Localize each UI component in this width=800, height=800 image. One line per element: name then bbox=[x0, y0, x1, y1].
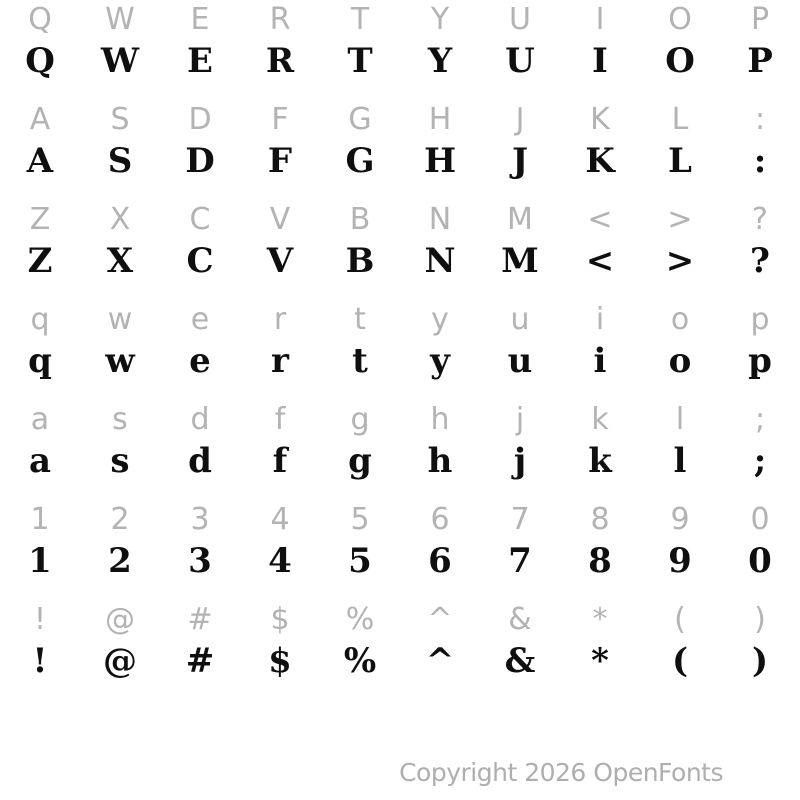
ink-glyph: J bbox=[511, 141, 529, 181]
ink-glyph: r bbox=[271, 341, 289, 381]
ink-glyph: l bbox=[673, 441, 687, 481]
ink-glyph: % bbox=[343, 641, 377, 681]
ink-glyph: O bbox=[665, 41, 695, 81]
ghost-glyph: R bbox=[269, 2, 291, 37]
glyph-row bbox=[0, 300, 800, 400]
ghost-glyph: Y bbox=[430, 2, 450, 37]
ink-glyph: > bbox=[665, 241, 695, 281]
ink-glyph: A bbox=[26, 141, 54, 181]
ink-glyph: a bbox=[28, 441, 52, 481]
ghost-glyph: 0 bbox=[750, 502, 770, 537]
ghost-glyph: 2 bbox=[110, 502, 130, 537]
ink-glyph: C bbox=[186, 241, 214, 281]
ink-glyph: : bbox=[753, 141, 767, 181]
ghost-glyph: i bbox=[595, 302, 605, 337]
ink-glyph: S bbox=[107, 141, 133, 181]
ghost-glyph: I bbox=[595, 2, 605, 37]
ink-glyph: h bbox=[427, 441, 453, 481]
ghost-glyph: P bbox=[750, 2, 770, 37]
ghost-glyph: q bbox=[30, 302, 50, 337]
ink-glyph: H bbox=[423, 141, 457, 181]
ink-glyph: e bbox=[189, 341, 211, 381]
copyright-watermark: Copyright 2026 OpenFonts bbox=[399, 758, 723, 787]
ghost-glyph: % bbox=[345, 602, 375, 637]
ink-glyph: & bbox=[504, 641, 536, 681]
ink-glyph: 1 bbox=[28, 541, 52, 581]
ghost-glyph: t bbox=[354, 302, 366, 337]
ink-glyph: t bbox=[352, 341, 368, 381]
ink-glyph: 9 bbox=[668, 541, 692, 581]
ink-line bbox=[0, 537, 800, 585]
ghost-glyph: h bbox=[430, 402, 450, 437]
ink-glyph: k bbox=[588, 441, 612, 481]
ghost-glyph: e bbox=[190, 302, 210, 337]
ghost-glyph: X bbox=[109, 202, 131, 237]
ghost-glyph: @ bbox=[105, 602, 135, 637]
ghost-glyph: p bbox=[750, 302, 770, 337]
ink-glyph: F bbox=[267, 141, 293, 181]
ghost-glyph: K bbox=[590, 102, 610, 137]
ghost-line bbox=[0, 600, 800, 640]
ink-line bbox=[0, 237, 800, 285]
ink-glyph: s bbox=[110, 441, 130, 481]
ghost-glyph: Z bbox=[29, 202, 51, 237]
ghost-glyph: * bbox=[592, 602, 608, 637]
ghost-glyph: ! bbox=[33, 602, 47, 637]
ghost-line bbox=[0, 100, 800, 140]
ghost-glyph: # bbox=[187, 602, 213, 637]
ink-line bbox=[0, 137, 800, 185]
ink-glyph: w bbox=[105, 341, 135, 381]
ghost-glyph: ( bbox=[674, 602, 686, 637]
ink-glyph: * bbox=[591, 641, 609, 681]
ink-glyph: Y bbox=[427, 41, 453, 81]
ghost-glyph: 6 bbox=[430, 502, 450, 537]
ghost-glyph: ? bbox=[752, 202, 768, 237]
ghost-glyph: C bbox=[189, 202, 211, 237]
ink-line bbox=[0, 637, 800, 685]
ghost-glyph: 8 bbox=[590, 502, 610, 537]
ghost-glyph: T bbox=[350, 2, 370, 37]
ink-glyph: L bbox=[668, 141, 692, 181]
ink-glyph: 4 bbox=[268, 541, 292, 581]
ghost-glyph: f bbox=[274, 402, 286, 437]
ghost-glyph: F bbox=[271, 102, 289, 137]
glyph-row bbox=[0, 400, 800, 500]
ghost-glyph: o bbox=[670, 302, 690, 337]
ink-glyph: U bbox=[505, 41, 535, 81]
ink-glyph: ; bbox=[753, 441, 767, 481]
ink-glyph: Z bbox=[27, 241, 53, 281]
ink-glyph: 6 bbox=[428, 541, 452, 581]
ink-glyph: K bbox=[585, 141, 615, 181]
ghost-glyph: A bbox=[29, 102, 51, 137]
ghost-glyph: l bbox=[675, 402, 685, 437]
ink-glyph: 0 bbox=[748, 541, 772, 581]
ghost-glyph: L bbox=[671, 102, 689, 137]
ghost-glyph: G bbox=[348, 102, 372, 137]
ghost-glyph: $ bbox=[270, 602, 290, 637]
ghost-glyph: j bbox=[515, 402, 525, 437]
glyph-row bbox=[0, 0, 800, 100]
ink-glyph: W bbox=[100, 41, 140, 81]
ghost-glyph: 4 bbox=[270, 502, 290, 537]
ink-glyph: ( bbox=[671, 641, 689, 681]
ghost-glyph: D bbox=[188, 102, 212, 137]
ghost-glyph: ^ bbox=[427, 602, 453, 637]
ink-glyph: D bbox=[185, 141, 215, 181]
ghost-glyph: 9 bbox=[670, 502, 690, 537]
ink-glyph: < bbox=[585, 241, 615, 281]
ink-glyph: ) bbox=[751, 641, 769, 681]
ghost-glyph: y bbox=[431, 302, 449, 337]
ghost-glyph: 7 bbox=[510, 502, 530, 537]
ink-glyph: M bbox=[501, 241, 539, 281]
ghost-glyph: B bbox=[349, 202, 371, 237]
ink-glyph: q bbox=[28, 341, 52, 381]
ghost-glyph: d bbox=[190, 402, 210, 437]
ghost-line bbox=[0, 0, 800, 40]
ink-glyph: 3 bbox=[188, 541, 212, 581]
ghost-glyph: & bbox=[508, 602, 532, 637]
ink-glyph: ! bbox=[32, 641, 48, 681]
ink-glyph: f bbox=[272, 441, 288, 481]
ghost-line bbox=[0, 300, 800, 340]
ghost-glyph: 5 bbox=[350, 502, 370, 537]
ghost-glyph: W bbox=[105, 2, 135, 37]
ghost-glyph: Q bbox=[28, 2, 52, 37]
ink-glyph: y bbox=[430, 341, 450, 381]
ink-glyph: Q bbox=[25, 41, 55, 81]
ink-glyph: R bbox=[265, 41, 295, 81]
ghost-glyph: ) bbox=[754, 602, 766, 637]
ink-glyph: 5 bbox=[348, 541, 372, 581]
ghost-line bbox=[0, 200, 800, 240]
glyph-row bbox=[0, 200, 800, 300]
ghost-glyph: 3 bbox=[190, 502, 210, 537]
ink-glyph: X bbox=[106, 241, 134, 281]
ink-glyph: @ bbox=[103, 641, 137, 681]
ink-glyph: V bbox=[266, 241, 294, 281]
ink-glyph: g bbox=[348, 441, 372, 481]
ink-glyph: j bbox=[513, 441, 527, 481]
ghost-glyph: N bbox=[428, 202, 452, 237]
ghost-glyph: g bbox=[350, 402, 370, 437]
ghost-glyph: r bbox=[273, 302, 287, 337]
ghost-glyph: a bbox=[30, 402, 50, 437]
ghost-glyph: u bbox=[510, 302, 530, 337]
ghost-glyph: s bbox=[112, 402, 128, 437]
ghost-glyph: O bbox=[668, 2, 692, 37]
ink-glyph: G bbox=[345, 141, 375, 181]
ghost-glyph: V bbox=[269, 202, 291, 237]
ghost-glyph: U bbox=[509, 2, 531, 37]
ghost-glyph: > bbox=[667, 202, 693, 237]
ghost-glyph: w bbox=[107, 302, 133, 337]
ghost-glyph: E bbox=[190, 2, 210, 37]
ink-glyph: N bbox=[424, 241, 456, 281]
ink-glyph: I bbox=[592, 41, 608, 81]
ink-glyph: d bbox=[188, 441, 212, 481]
ghost-glyph: : bbox=[754, 102, 766, 137]
ghost-glyph: 1 bbox=[30, 502, 50, 537]
ink-glyph: 2 bbox=[108, 541, 132, 581]
ink-glyph: ^ bbox=[425, 641, 455, 681]
ink-glyph: T bbox=[347, 41, 373, 81]
ink-glyph: ? bbox=[750, 241, 770, 281]
ghost-glyph: H bbox=[428, 102, 452, 137]
ink-glyph: B bbox=[345, 241, 375, 281]
ink-glyph: E bbox=[187, 41, 213, 81]
ghost-glyph: M bbox=[507, 202, 533, 237]
glyph-row bbox=[0, 100, 800, 200]
ink-glyph: o bbox=[668, 341, 692, 381]
glyph-row bbox=[0, 500, 800, 600]
ghost-glyph: ; bbox=[754, 402, 766, 437]
ink-glyph: i bbox=[593, 341, 607, 381]
ghost-glyph: < bbox=[587, 202, 613, 237]
ghost-glyph: S bbox=[110, 102, 130, 137]
ink-glyph: u bbox=[507, 341, 533, 381]
ink-line bbox=[0, 437, 800, 485]
ink-glyph: P bbox=[747, 41, 773, 81]
ghost-glyph: k bbox=[591, 402, 609, 437]
ghost-glyph: J bbox=[515, 102, 525, 137]
ink-line bbox=[0, 337, 800, 385]
ink-glyph: 8 bbox=[588, 541, 612, 581]
glyph-row bbox=[0, 600, 800, 700]
ghost-line bbox=[0, 500, 800, 540]
ink-glyph: $ bbox=[268, 641, 292, 681]
ink-line bbox=[0, 37, 800, 85]
ink-glyph: p bbox=[748, 341, 772, 381]
ghost-line bbox=[0, 400, 800, 440]
ink-glyph: # bbox=[185, 641, 215, 681]
ink-glyph: 7 bbox=[508, 541, 532, 581]
